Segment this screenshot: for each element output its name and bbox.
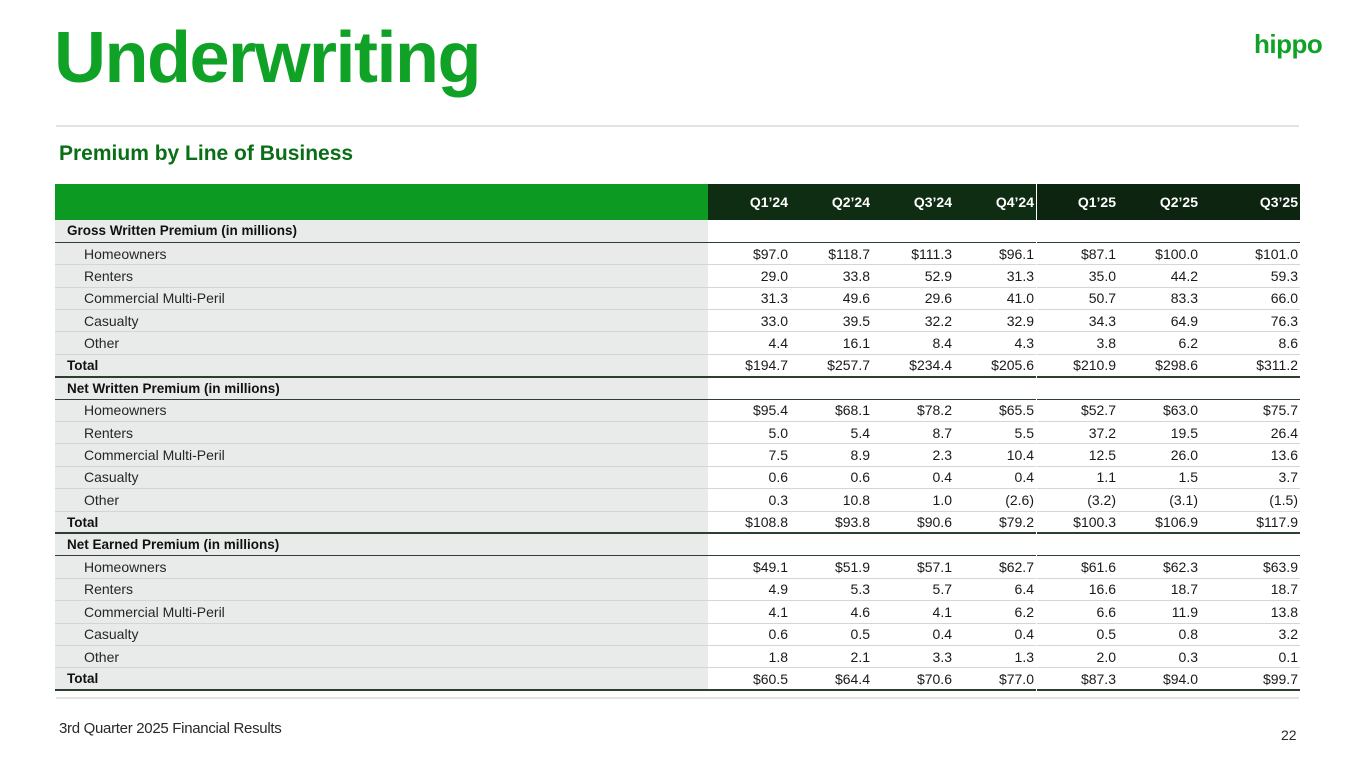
value-cell: 31.3 [708,287,790,309]
total-row [55,511,1300,533]
value-cell: 5.3 [790,578,872,600]
value-cell: 6.2 [1118,332,1200,354]
value-cell: 5.4 [790,422,872,444]
header-label-cell [55,184,708,220]
value-cell: 0.1 [1200,645,1300,667]
value-cell: $194.7 [708,354,790,376]
value-cell: 10.4 [954,444,1036,466]
value-cell: $60.5 [708,668,790,690]
empty-cell [1118,533,1200,555]
value-cell: $62.3 [1118,556,1200,578]
table-row-label: Casualty [55,466,708,488]
value-cell: $257.7 [790,354,872,376]
value-cell: (2.6) [954,489,1036,511]
column-header: Q1’25 [1037,184,1118,220]
section-heading: Net Written Premium (in millions) [55,377,708,399]
empty-cell [872,220,954,242]
value-cell: $111.3 [872,242,954,264]
value-cell: 5.5 [954,422,1036,444]
value-cell: $52.7 [1037,399,1118,421]
value-cell: 3.3 [872,645,954,667]
table-row-label: Other [55,332,708,354]
value-cell: $205.6 [954,354,1036,376]
value-cell: 0.5 [1037,623,1118,645]
value-cell: 8.4 [872,332,954,354]
value-cell: $49.1 [708,556,790,578]
table-row [55,265,1300,287]
table-row [55,645,1300,667]
value-cell: 34.3 [1037,310,1118,332]
value-cell: 32.2 [872,310,954,332]
value-cell: 11.9 [1118,601,1200,623]
value-cell: 1.5 [1118,466,1200,488]
table-row-label: Other [55,645,708,667]
table-row [55,466,1300,488]
value-cell: 26.4 [1200,422,1300,444]
value-cell: (3.1) [1118,489,1200,511]
value-cell: 0.4 [872,623,954,645]
table-row [55,399,1300,421]
table-row-label: Homeowners [55,399,708,421]
value-cell: 4.9 [708,578,790,600]
value-cell: $75.7 [1200,399,1300,421]
table-row-label: Casualty [55,623,708,645]
section-heading: Net Earned Premium (in millions) [55,533,708,555]
value-cell: 13.6 [1200,444,1300,466]
value-cell: 83.3 [1118,287,1200,309]
value-cell: 2.0 [1037,645,1118,667]
section-heading: Gross Written Premium (in millions) [55,220,708,242]
value-cell: $298.6 [1118,354,1200,376]
value-cell: $234.4 [872,354,954,376]
value-cell: 19.5 [1118,422,1200,444]
table-row [55,489,1300,511]
column-header: Q1’24 [708,184,790,220]
value-cell: 26.0 [1118,444,1200,466]
value-cell: 2.3 [872,444,954,466]
value-cell: 8.6 [1200,332,1300,354]
value-cell: $63.0 [1118,399,1200,421]
value-cell: $68.1 [790,399,872,421]
value-cell: $97.0 [708,242,790,264]
value-cell: 3.7 [1200,466,1300,488]
value-cell: 41.0 [954,287,1036,309]
value-cell: 64.9 [1118,310,1200,332]
value-cell: 49.6 [790,287,872,309]
value-cell: 0.6 [708,623,790,645]
value-cell: 1.3 [954,645,1036,667]
value-cell: 4.3 [954,332,1036,354]
empty-cell [872,533,954,555]
empty-cell [872,377,954,399]
value-cell: $95.4 [708,399,790,421]
value-cell: 8.7 [872,422,954,444]
section-heading-row [55,533,1300,555]
empty-cell [1037,533,1118,555]
value-cell: 16.6 [1037,578,1118,600]
value-cell: 32.9 [954,310,1036,332]
premium-table [55,184,1300,691]
value-cell: 4.4 [708,332,790,354]
value-cell: 0.4 [954,623,1036,645]
value-cell: 3.2 [1200,623,1300,645]
value-cell: $311.2 [1200,354,1300,376]
value-cell: 29.0 [708,265,790,287]
value-cell: 4.6 [790,601,872,623]
value-cell: 31.3 [954,265,1036,287]
value-cell: 0.8 [1118,623,1200,645]
value-cell: $64.4 [790,668,872,690]
top-divider [56,125,1299,127]
value-cell: 4.1 [872,601,954,623]
value-cell: $100.3 [1037,511,1118,533]
value-cell: 1.0 [872,489,954,511]
bottom-divider [56,697,1299,699]
value-cell: 39.5 [790,310,872,332]
value-cell: $101.0 [1200,242,1300,264]
value-cell: $87.3 [1037,668,1118,690]
value-cell: 18.7 [1200,578,1300,600]
table-row-label: Renters [55,422,708,444]
total-row-label: Total [55,668,708,690]
value-cell: $62.7 [954,556,1036,578]
value-cell: 66.0 [1200,287,1300,309]
empty-cell [954,377,1036,399]
value-cell: 0.4 [954,466,1036,488]
empty-cell [790,533,872,555]
value-cell: 76.3 [1200,310,1300,332]
table-body [55,220,1300,690]
empty-cell [790,220,872,242]
empty-cell [1037,377,1118,399]
table-row [55,332,1300,354]
value-cell: $106.9 [1118,511,1200,533]
empty-cell [954,533,1036,555]
value-cell: 50.7 [1037,287,1118,309]
value-cell: $78.2 [872,399,954,421]
page-title: Underwriting [54,18,480,98]
value-cell: $87.1 [1037,242,1118,264]
value-cell: $210.9 [1037,354,1118,376]
section-heading-row [55,377,1300,399]
value-cell: 5.0 [708,422,790,444]
value-cell: $117.9 [1200,511,1300,533]
value-cell: (3.2) [1037,489,1118,511]
table-row [55,444,1300,466]
value-cell: 10.8 [790,489,872,511]
table-row-label: Renters [55,265,708,287]
value-cell: $96.1 [954,242,1036,264]
empty-cell [1200,533,1300,555]
value-cell: 13.8 [1200,601,1300,623]
table-row-label: Other [55,489,708,511]
value-cell: $65.5 [954,399,1036,421]
value-cell: 0.3 [708,489,790,511]
value-cell: 44.2 [1118,265,1200,287]
value-cell: $93.8 [790,511,872,533]
empty-cell [1118,377,1200,399]
table-row-label: Commercial Multi-Peril [55,287,708,309]
value-cell: 12.5 [1037,444,1118,466]
table-row [55,422,1300,444]
value-cell: 6.4 [954,578,1036,600]
empty-cell [708,377,790,399]
value-cell: $99.7 [1200,668,1300,690]
section-heading-row [55,220,1300,242]
value-cell: $70.6 [872,668,954,690]
total-row [55,668,1300,690]
table-row [55,578,1300,600]
empty-cell [708,220,790,242]
total-row [55,354,1300,376]
value-cell: $118.7 [790,242,872,264]
value-cell: 6.2 [954,601,1036,623]
value-cell: 1.1 [1037,466,1118,488]
value-cell: 7.5 [708,444,790,466]
value-cell: 52.9 [872,265,954,287]
value-cell: $90.6 [872,511,954,533]
table-header-row [55,184,1300,220]
value-cell: 4.1 [708,601,790,623]
value-cell: 5.7 [872,578,954,600]
empty-cell [1200,377,1300,399]
empty-cell [1118,220,1200,242]
value-cell: 6.6 [1037,601,1118,623]
value-cell: 8.9 [790,444,872,466]
value-cell: 0.5 [790,623,872,645]
value-cell: 18.7 [1118,578,1200,600]
empty-cell [1200,220,1300,242]
table-row-label: Casualty [55,310,708,332]
table-row [55,601,1300,623]
value-cell: (1.5) [1200,489,1300,511]
table-row-label: Renters [55,578,708,600]
table-row-label: Homeowners [55,556,708,578]
column-header: Q3’25 [1200,184,1300,220]
value-cell: 0.6 [790,466,872,488]
table-row [55,242,1300,264]
value-cell: $108.8 [708,511,790,533]
column-header: Q4’24 [954,184,1036,220]
value-cell: 59.3 [1200,265,1300,287]
value-cell: 1.8 [708,645,790,667]
column-header: Q2’25 [1118,184,1200,220]
value-cell: 37.2 [1037,422,1118,444]
value-cell: $57.1 [872,556,954,578]
value-cell: $79.2 [954,511,1036,533]
value-cell: $94.0 [1118,668,1200,690]
value-cell: $77.0 [954,668,1036,690]
page-number: 22 [1281,727,1297,743]
table-row-label: Commercial Multi-Peril [55,601,708,623]
value-cell: 33.0 [708,310,790,332]
table-row [55,623,1300,645]
value-cell: $61.6 [1037,556,1118,578]
value-cell: 33.8 [790,265,872,287]
column-header: Q2’24 [790,184,872,220]
value-cell: $63.9 [1200,556,1300,578]
section-subtitle: Premium by Line of Business [59,142,354,165]
value-cell: 0.4 [872,466,954,488]
column-header: Q3’24 [872,184,954,220]
value-cell: $51.9 [790,556,872,578]
value-cell: 3.8 [1037,332,1118,354]
empty-cell [708,533,790,555]
value-cell: $100.0 [1118,242,1200,264]
table-row [55,287,1300,309]
table-row [55,310,1300,332]
empty-cell [954,220,1036,242]
total-row-label: Total [55,354,708,376]
value-cell: 0.3 [1118,645,1200,667]
empty-cell [1037,220,1118,242]
empty-cell [790,377,872,399]
table-row-label: Homeowners [55,242,708,264]
value-cell: 35.0 [1037,265,1118,287]
table-row-label: Commercial Multi-Peril [55,444,708,466]
hippo-logo: hippo [1254,29,1323,59]
table-row [55,556,1300,578]
value-cell: 0.6 [708,466,790,488]
total-row-label: Total [55,511,708,533]
value-cell: 29.6 [872,287,954,309]
footer-text: 3rd Quarter 2025 Financial Results [59,720,282,737]
value-cell: 16.1 [790,332,872,354]
value-cell: 2.1 [790,645,872,667]
